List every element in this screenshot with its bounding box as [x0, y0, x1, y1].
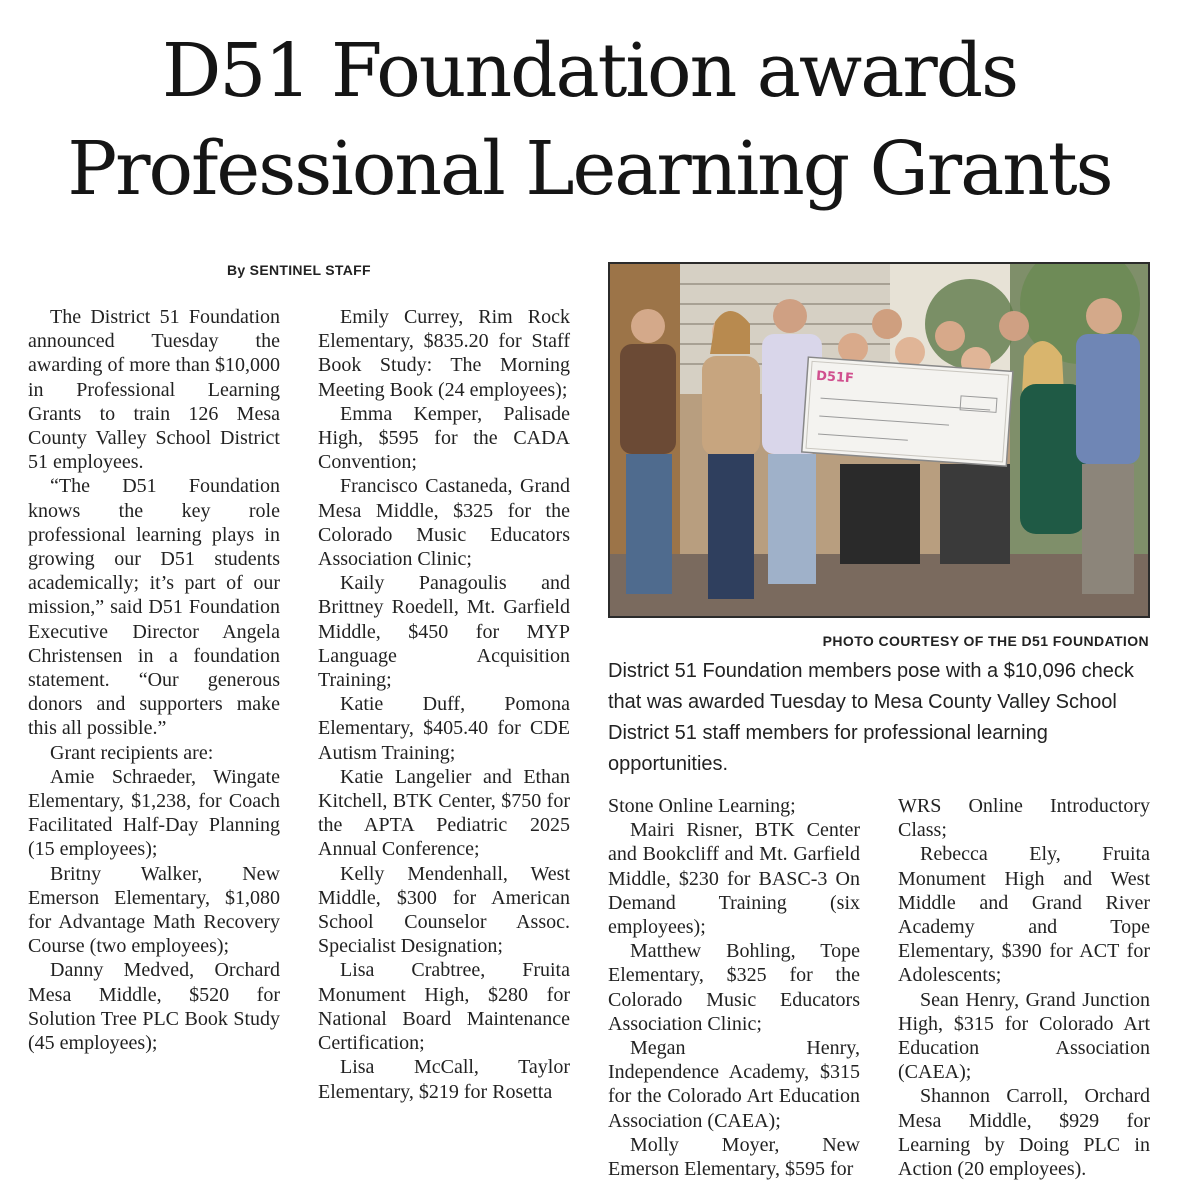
paragraph: Katie Langelier and Ethan Kitchell, BTK Center, $750 for the APTA Pediatric 2025 Annual Conference; — [318, 765, 570, 861]
article-column-3 — [608, 794, 860, 1181]
paragraph: Lisa McCall, Taylor Elementary, $219 for Rosetta — [318, 1056, 570, 1103]
paragraph: Lisa Crabtree, Fruita Monument High, $280 for National Board Maintenance Certification; — [318, 959, 570, 1055]
paragraph: Mairi Risner, BTK Center and Bookcliff and Mt. Garfield Middle, $230 for BASC-3 On Demand Training (six employees); — [608, 819, 860, 939]
paragraph: Amie Schraeder, Wingate Elementary, $1,238, for Coach Facilitated Half-Day Planning (15 employees); — [28, 765, 280, 861]
article-column-2 — [318, 305, 570, 1104]
paragraph: Katie Duff, Pomona Elementary, $405.40 for CDE Autism Training; — [318, 693, 570, 764]
paragraph: Emily Currey, Rim Rock Elementary, $835.20 for Staff Book Study: The Morning Meeting Book (24 employees); — [318, 306, 570, 401]
article-column-4 — [898, 794, 1150, 1181]
headline-line-2: Professional Learning Grants — [67, 126, 1112, 212]
paragraph: “The D51 Foundation knows the key role professional learning plays in growing our D51 students academically; it’s part of our mission,” said D51 Foundation Executive Director Angela Christensen in a foundation statement. “Our generous donors and supporters make this all possible.” — [28, 475, 280, 740]
paragraph: Francisco Castaneda, Grand Mesa Middle, $325 for the Colorado Music Educators Association Clinic; — [318, 475, 570, 571]
paragraph: Molly Moyer, New Emerson Elementary, $595 for — [608, 1133, 860, 1181]
paragraph: Danny Medved, Orchard Mesa Middle, $520 for Solution Tree PLC Book Study (45 employees); — [28, 959, 280, 1055]
paragraph: Grant recipients are: — [50, 741, 214, 764]
photo-caption: District 51 Foundation members pose with a $10,096 check that was awarded Tuesday to Mesa County Valley School District 51 staff members for professional learning opportunities. — [608, 660, 1134, 775]
paragraph: Britny Walker, New Emerson Elementary, $1,080 for Advantage Math Recovery Course (two employees); — [28, 862, 280, 958]
byline: By SENTINEL STAFF — [227, 262, 371, 278]
paragraph: Emma Kemper, Palisade High, $595 for the CADA Convention; — [318, 402, 570, 474]
paragraph: Shannon Carroll, Orchard Mesa Middle, $929 for Learning by Doing PLC in Action (20 employees). — [898, 1085, 1150, 1181]
paragraph: Kaily Panagoulis and Brittney Roedell, Mt. Garfield Middle, $450 for MYP Language Acquisition Training; — [318, 572, 570, 692]
paragraph: Rebecca Ely, Fruita Monument High and West Middle and Grand River Academy and Tope Elementary, $390 for ACT for Adolescents; — [898, 843, 1150, 987]
photo-credit: PHOTO COURTESY OF THE D51 FOUNDATION — [822, 633, 1149, 649]
paragraph: WRS Online Introductory Class; — [898, 795, 1150, 842]
paragraph: Sean Henry, Grand Junction High, $315 for Colorado Art Education Association (CAEA); — [898, 988, 1150, 1084]
group-photo — [608, 262, 1150, 618]
group-photo-illustration — [610, 264, 1148, 616]
headline-line-1: D51 Foundation awards — [161, 28, 1018, 114]
paragraph: The District 51 Foundation announced Tuesday the awarding of more than $10,000 in Professional Learning Grants to train 126 Mesa County Valley School District 51 employees. — [28, 306, 280, 474]
check-logo: D51F — [815, 368, 855, 387]
paragraph: Matthew Bohling, Tope Elementary, $325 for the Colorado Music Educators Association Clinic; — [608, 940, 860, 1035]
paragraph: Kelly Mendenhall, West Middle, $300 for American School Counselor Assoc. Specialist Designation; — [318, 862, 570, 958]
article-column-1 — [28, 305, 280, 1055]
headline — [0, 22, 1179, 218]
paragraph: Megan Henry, Independence Academy, $315 for the Colorado Art Education Association (CAEA); — [608, 1037, 860, 1132]
paragraph: Stone Online Learning; — [608, 795, 796, 817]
